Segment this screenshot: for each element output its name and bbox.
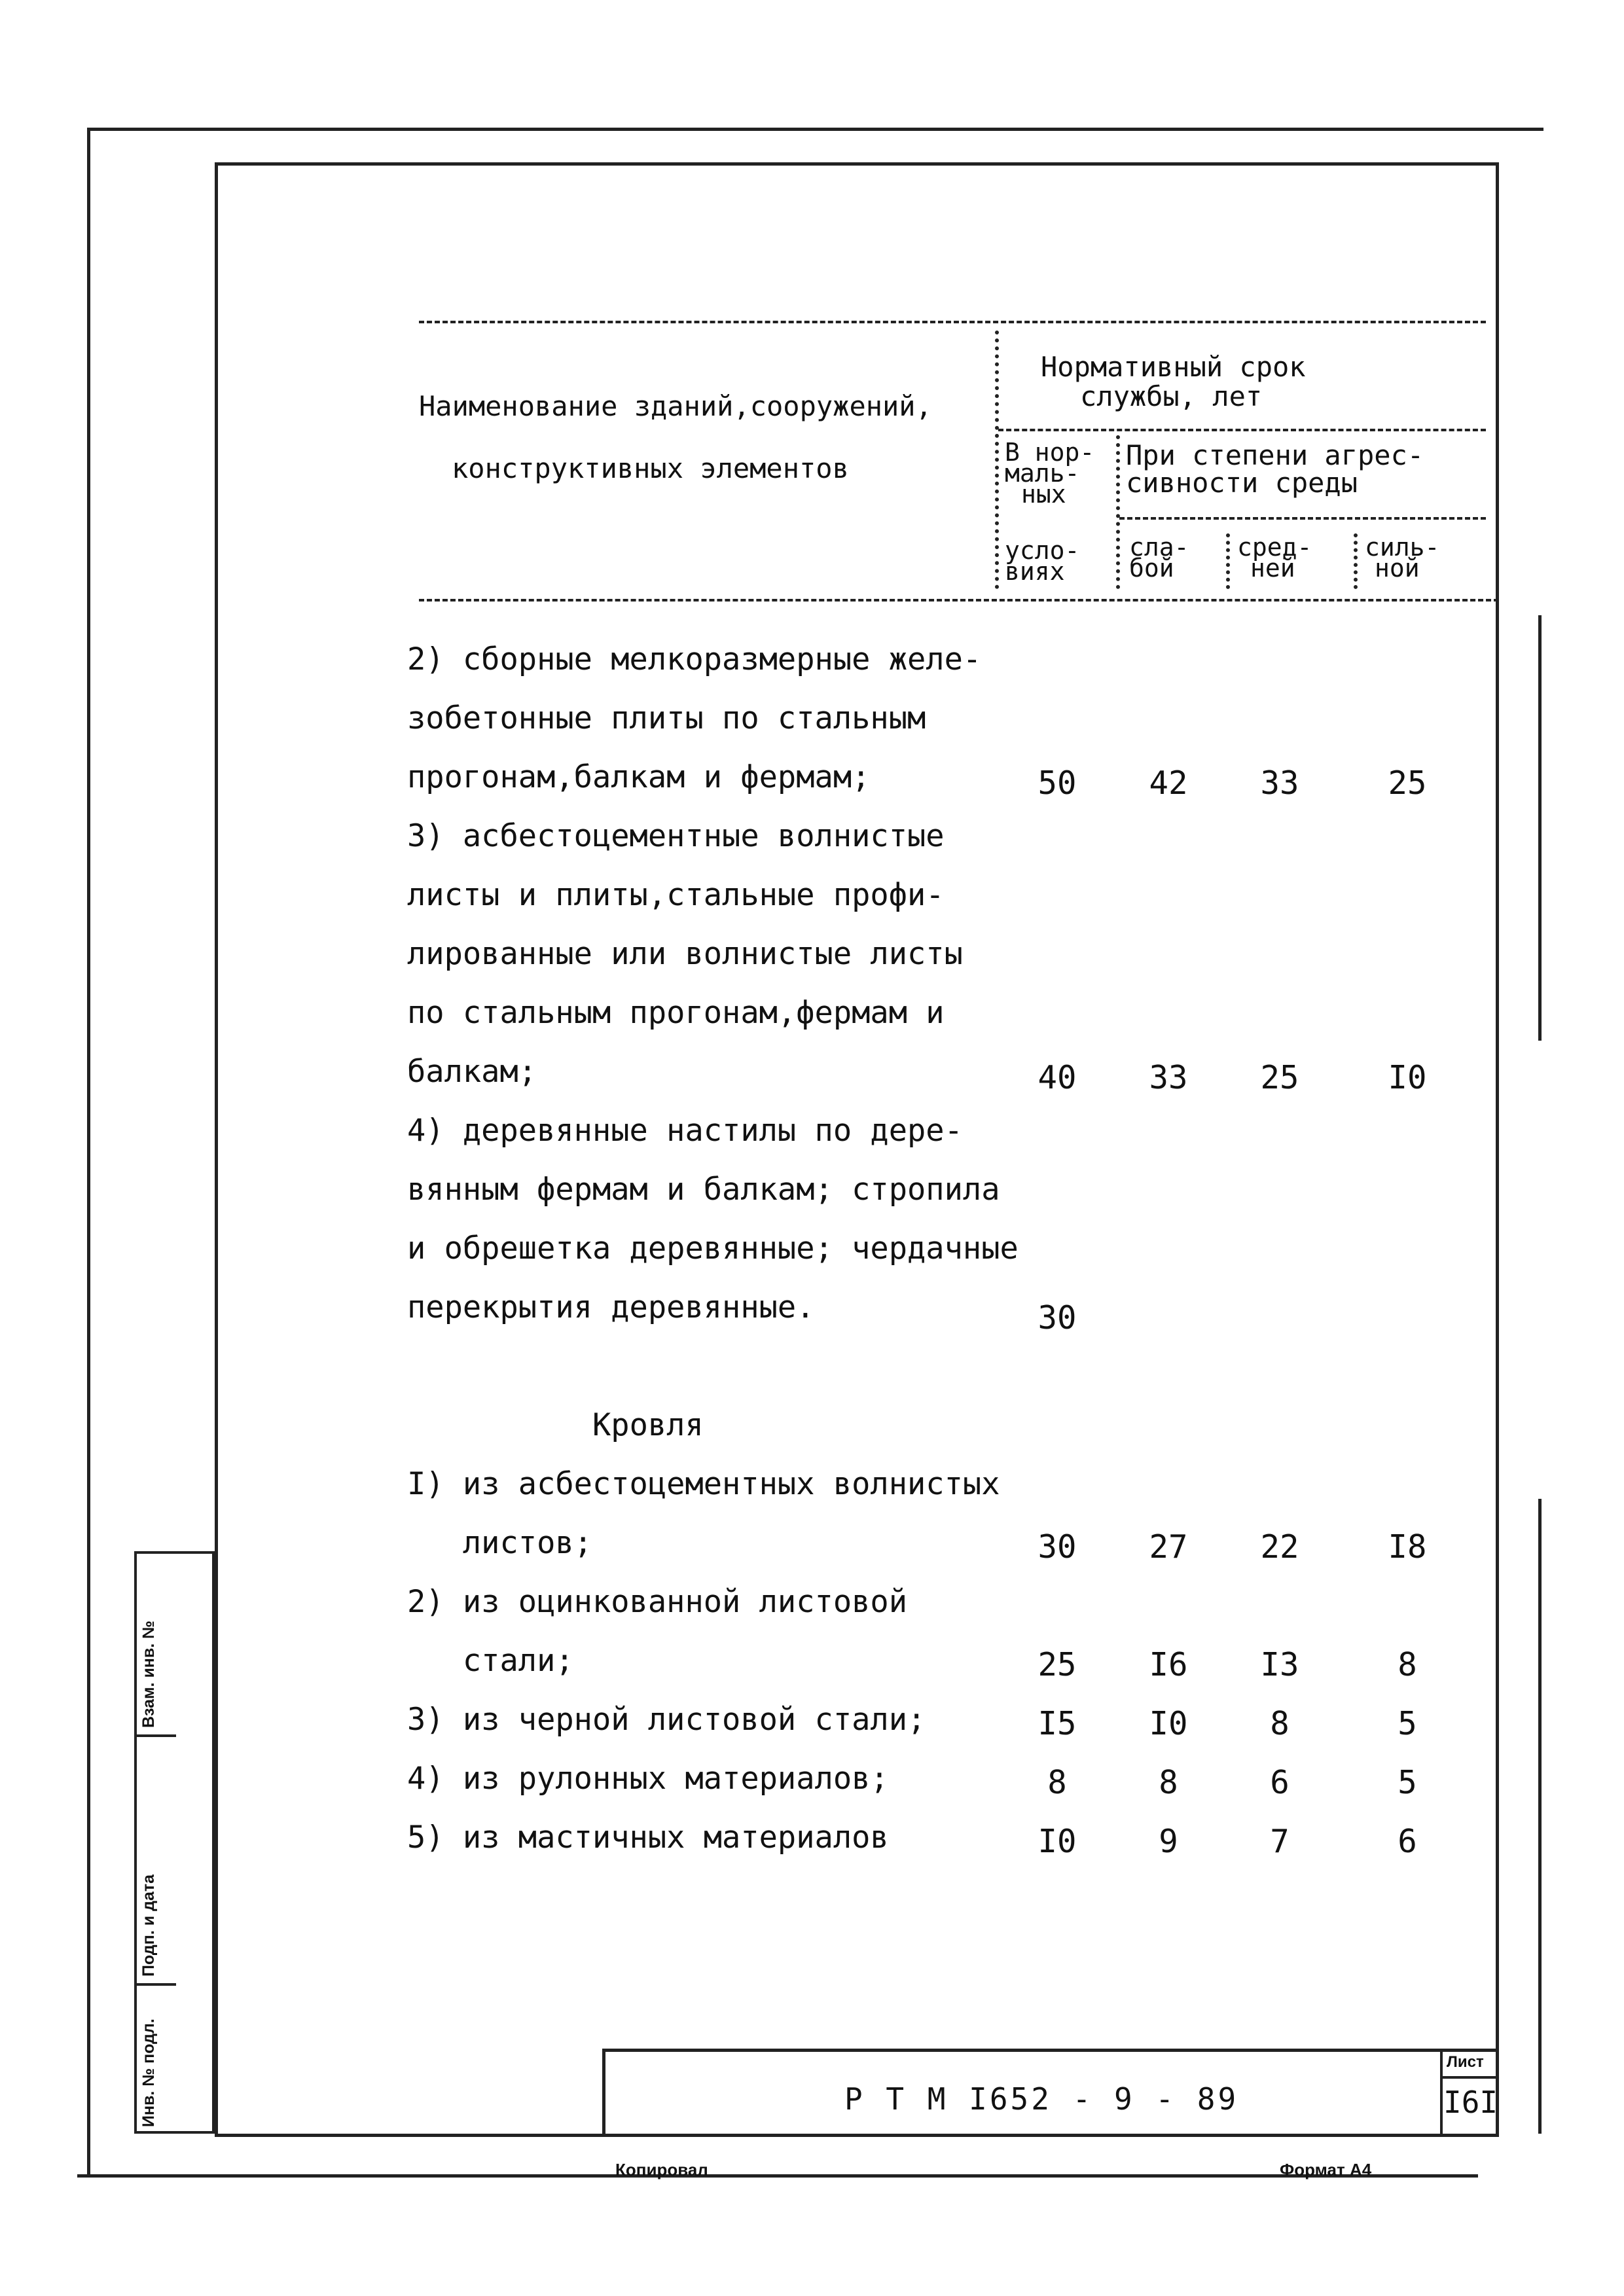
header-medium-1: сред- — [1237, 533, 1312, 562]
title-block-sheet-line — [1440, 2076, 1499, 2079]
roof-4-normal: 8 — [1047, 1764, 1067, 1801]
roof-5-line-1: 5) из мастичных материалов — [407, 1820, 889, 1856]
roof-3-line-1: 3) из черной листовой стали; — [407, 1702, 926, 1738]
row-2-line-3: прогонам,балкам и фермам; — [407, 759, 871, 795]
row-3-line-5: балкам; — [407, 1054, 537, 1090]
header-strong-2: ной — [1375, 554, 1420, 583]
row-3-line-4: по стальным прогонам,фермам и — [407, 995, 945, 1031]
roof-2-medium: I3 — [1260, 1646, 1299, 1683]
roof-2-strong: 8 — [1398, 1646, 1417, 1683]
row-4-line-2: вянным фермам и балкам; стропила — [407, 1172, 1000, 1208]
roof-1-normal: 30 — [1038, 1528, 1077, 1566]
header-aggr-line-1: При степени агрес- — [1126, 439, 1424, 471]
roof-4-weak: 8 — [1159, 1764, 1178, 1801]
header-weak-1: сла- — [1129, 533, 1189, 562]
roof-3-strong: 5 — [1398, 1705, 1417, 1742]
roof-4-medium: 6 — [1270, 1764, 1290, 1801]
row-3-normal: 40 — [1038, 1059, 1077, 1096]
header-medium-2: ней — [1250, 554, 1295, 583]
roof-5-medium: 7 — [1270, 1823, 1290, 1860]
header-name-line-1: Наименование зданий,сооружений, — [419, 390, 932, 422]
row-3-line-2: листы и плиты,стальные профи- — [407, 877, 945, 913]
header-col-separator — [995, 331, 999, 589]
roof-4-strong: 5 — [1398, 1764, 1417, 1801]
header-normal-2: маль- — [1005, 459, 1080, 488]
roof-1-strong: I8 — [1388, 1528, 1427, 1566]
row-4-line-1: 4) деревянные настилы по дере- — [407, 1113, 963, 1149]
roof-5-weak: 9 — [1159, 1823, 1178, 1860]
roof-1-line-1: I) из асбестоцементных волнистых — [407, 1466, 1000, 1502]
row-2-medium: 33 — [1260, 764, 1299, 802]
section-title-roof: Кровля — [592, 1407, 704, 1443]
roof-2-line-1: 2) из оцинкованной листовой — [407, 1584, 908, 1620]
page-frame-bottom — [215, 2134, 1499, 2137]
roof-1-weak: 27 — [1149, 1528, 1188, 1566]
row-2-weak: 42 — [1149, 764, 1188, 802]
roof-5-strong: 6 — [1398, 1823, 1417, 1860]
frame-line-left — [87, 128, 90, 2176]
row-2-line-1: 2) сборные мелкоразмерные желе- — [407, 641, 982, 677]
stamp-original-inv: Инв. № подл. — [139, 2018, 158, 2127]
frame-line-bottom — [77, 2174, 1478, 2178]
header-rule-top — [419, 321, 1486, 323]
header-name-line-2: конструктивных элементов — [452, 452, 849, 484]
header-rule-bottom — [419, 599, 1499, 601]
header-rule-term — [998, 429, 1486, 431]
roof-4-line-1: 4) из рулонных материалов; — [407, 1761, 889, 1797]
header-medium-separator — [1354, 533, 1358, 589]
header-strong-1: силь- — [1365, 533, 1440, 562]
roof-2-weak: I6 — [1149, 1646, 1188, 1683]
frame-mark-right-upper — [1538, 615, 1542, 1041]
header-weak-separator — [1226, 533, 1230, 589]
row-4-line-4: перекрытия деревянные. — [407, 1289, 815, 1325]
roof-1-medium: 22 — [1260, 1528, 1299, 1566]
row-2-line-2: зобетонные плиты по стальным — [407, 700, 926, 736]
stamp-replaced-inv: Взам. инв. № — [139, 1620, 158, 1728]
row-2-normal: 50 — [1038, 764, 1077, 802]
header-normal-separator — [1116, 435, 1120, 589]
header-term-line-2: службы, лет — [1080, 380, 1263, 412]
sheet-label: Лист — [1447, 2053, 1484, 2071]
roof-3-medium: 8 — [1270, 1705, 1290, 1742]
frame-mark-right-lower — [1538, 1499, 1542, 2134]
title-block-divider — [1440, 2049, 1443, 2134]
row-3-strong: I0 — [1388, 1059, 1427, 1096]
footer-copied: Копировал — [615, 2160, 708, 2179]
header-weak-2: бой — [1129, 554, 1174, 583]
frame-line-top — [87, 128, 1543, 131]
roof-2-line-2: стали; — [407, 1643, 574, 1679]
header-normal-3: ных — [1021, 480, 1066, 509]
header-normal-1: В нор- — [1005, 438, 1095, 467]
header-normal-4: усло- — [1005, 536, 1080, 565]
document-code: Р Т М I652 - 9 - 89 — [844, 2081, 1239, 2117]
roof-1-line-2: листов; — [407, 1525, 592, 1561]
header-aggr-line-2: сивности среды — [1126, 467, 1358, 499]
header-term-line-1: Нормативный срок — [1041, 351, 1306, 383]
roof-3-normal: I5 — [1038, 1705, 1077, 1742]
row-2-strong: 25 — [1388, 764, 1427, 802]
row-3-line-3: лированные или волнистые листы — [407, 936, 963, 972]
row-4-normal: 30 — [1038, 1299, 1077, 1336]
sheet-number: I6I — [1443, 2085, 1498, 2120]
row-3-weak: 33 — [1149, 1059, 1188, 1096]
row-3-line-1: 3) асбестоцементные волнистые — [407, 818, 945, 854]
header-rule-aggr — [1119, 517, 1486, 520]
roof-3-weak: I0 — [1149, 1705, 1188, 1742]
row-4-line-3: и обрешетка деревянные; чердачные — [407, 1230, 1019, 1266]
header-normal-5: виях — [1005, 557, 1065, 586]
roof-5-normal: I0 — [1038, 1823, 1077, 1860]
row-3-medium: 25 — [1260, 1059, 1299, 1096]
stamp-signature-date: Подп. и дата — [139, 1874, 158, 1977]
roof-2-normal: 25 — [1038, 1646, 1077, 1683]
footer-format: Формат А4 — [1280, 2160, 1372, 2179]
